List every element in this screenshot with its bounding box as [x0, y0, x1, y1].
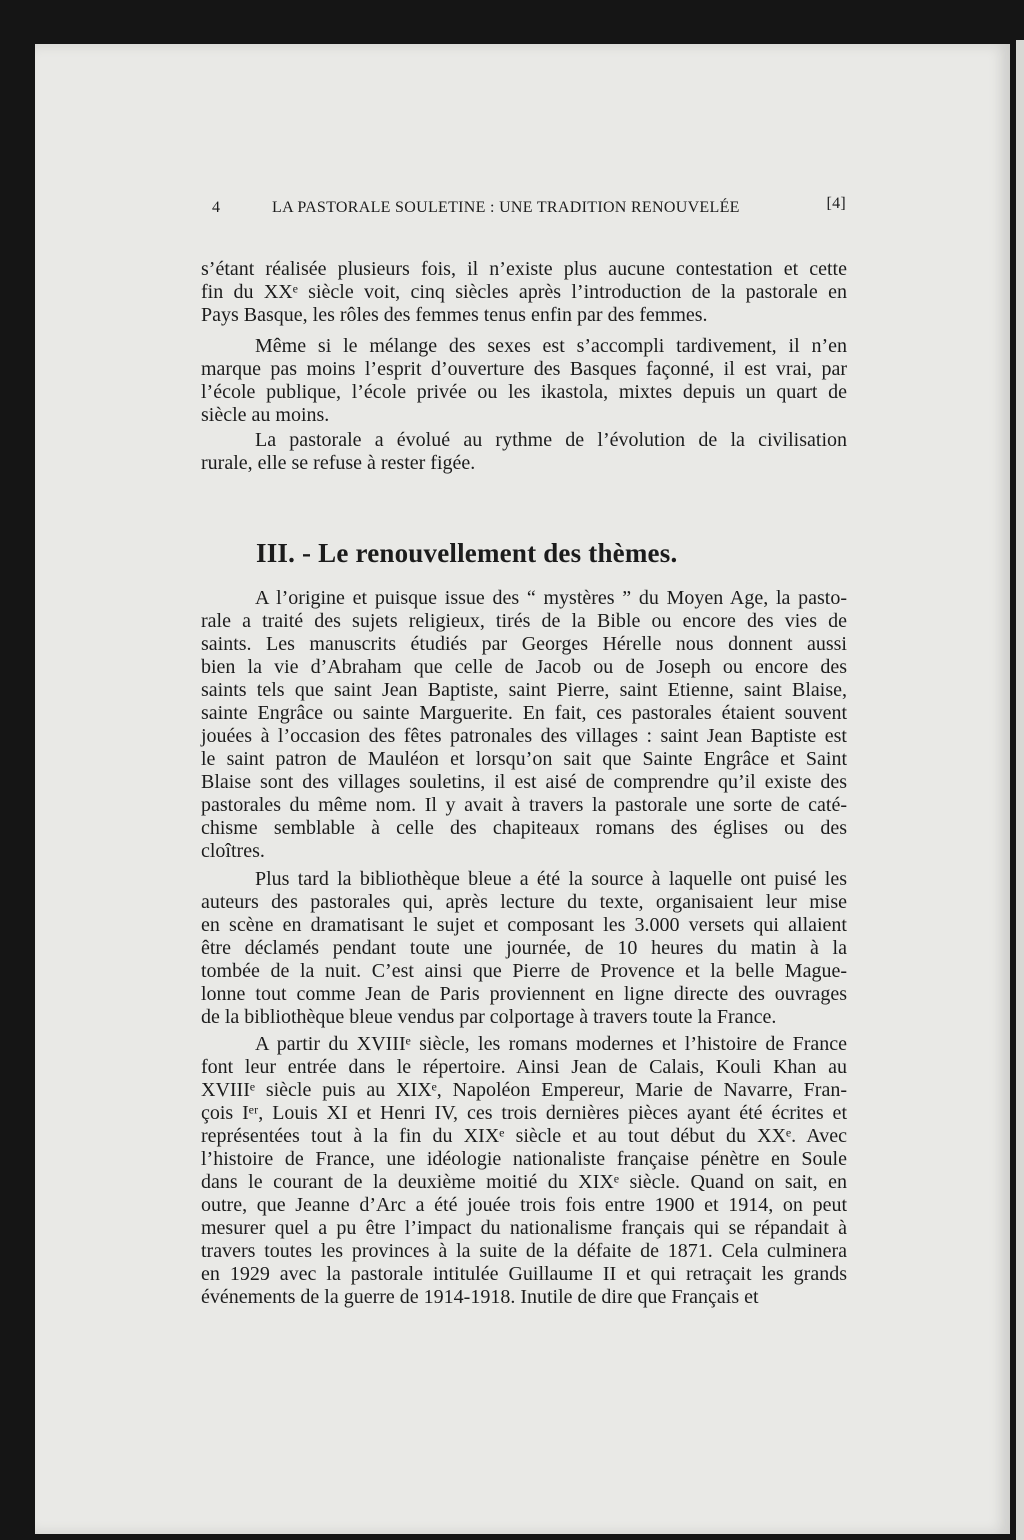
text-line: La pastorale a évolué au rythme de l’évolution de la civilisation [255, 429, 847, 451]
paragraph [201, 587, 847, 863]
text-line: bien la vie d’Abraham que celle de Jacob ou de Joseph ou encore des [201, 656, 847, 678]
text-line: représentées tout à la fin du XIXᵉ siècle et au tout début du XXᵉ. Avec [201, 1125, 847, 1147]
text-line: pastorales du même nom. Il y avait à travers la pastorale une sorte de caté- [201, 794, 847, 816]
text-line: outre, que Jeanne d’Arc a été jouée trois fois entre 1900 et 1914, on peut [201, 1194, 847, 1216]
text-line: rale a traité des sujets religieux, tirés de la Bible ou encore des vies de [201, 610, 847, 632]
text-line: Blaise sont des villages souletins, il est aisé de comprendre qu’il existe des [201, 771, 847, 793]
text-line: Même si le mélange des sexes est s’accompli tardivement, il n’en [255, 335, 847, 357]
paragraph [201, 429, 847, 475]
paragraph [201, 258, 847, 327]
text-line: Plus tard la bibliothèque bleue a été la source à laquelle ont puisé les [255, 868, 847, 890]
text-line: marque pas moins l’esprit d’ouverture des Basques façonné, il est vrai, par [201, 358, 847, 380]
text-line: travers toutes les provinces à la suite de la défaite de 1871. Cela culminera [201, 1240, 847, 1262]
text-line: mesurer quel a pu être l’impact du nationalisme français qui se répandait à [201, 1217, 847, 1239]
section-heading: III. - Le renouvellement des thèmes. [256, 538, 678, 568]
text-line: A partir du XVIIIᵉ siècle, les romans modernes et l’histoire de France [255, 1033, 847, 1055]
page-number: 4 [212, 199, 221, 216]
text-line: fin du XXᵉ siècle voit, cinq siècles après l’introduction de la pastorale en [201, 281, 847, 303]
page-reference: [4] [826, 195, 846, 212]
text-line: Pays Basque, les rôles des femmes tenus enfin par des femmes. [201, 304, 708, 326]
text-line: l’école publique, l’école privée ou les ikastola, mixtes depuis un quart de [201, 381, 847, 403]
text-line: font leur entrée dans le répertoire. Ainsi Jean de Calais, Kouli Khan au [201, 1056, 847, 1078]
text-line: çois Iᵉʳ, Louis XI et Henri IV, ces trois dernières pièces ayant été écrites et [201, 1102, 847, 1124]
text-line: sainte Engrâce ou sainte Marguerite. En fait, ces pastorales étaient souvent [201, 702, 847, 724]
text-line: jouées à l’occasion des fêtes patronales des villages : saint Jean Baptiste est [201, 725, 847, 747]
text-line: l’histoire de France, une idéologie nationaliste française pénètre en Soule [201, 1148, 847, 1170]
running-header [200, 195, 850, 223]
paragraph [201, 335, 847, 427]
text-line: en 1929 avec la pastorale intitulée Guillaume II et qui retraçait les grands [201, 1263, 847, 1285]
text-line: chisme semblable à celle des chapiteaux romans des églises ou des [201, 817, 847, 839]
text-line: s’étant réalisée plusieurs fois, il n’existe plus aucune contestation et cette [201, 258, 847, 280]
text-line: dans le courant de la deuxième moitié du XIXᵉ siècle. Quand on sait, en [201, 1171, 847, 1193]
text-line: auteurs des pastorales qui, après lecture du texte, organisaient leur mise [201, 891, 847, 913]
text-line: cloîtres. [201, 840, 265, 862]
text-line: en scène en dramatisant le sujet et composant les 3.000 versets qui allaient [201, 914, 847, 936]
text-line: lonne tout comme Jean de Paris proviennent en ligne directe des ouvrages [201, 983, 847, 1005]
paragraph [201, 868, 847, 1029]
text-line: tombée de la nuit. C’est ainsi que Pierre de Provence et la belle Mague- [201, 960, 847, 982]
text-line: siècle au moins. [201, 404, 330, 426]
text-line: rurale, elle se refuse à rester figée. [201, 452, 476, 474]
paragraph [201, 1033, 847, 1309]
text-line: XVIIIᵉ siècle puis au XIXᵉ, Napoléon Empereur, Marie de Navarre, Fran- [201, 1079, 847, 1101]
text-line: A l’origine et puisque issue des “ mystères ” du Moyen Age, la pasto- [255, 587, 847, 609]
text-line: être déclamés pendant toute une journée, de 10 heures du matin à la [201, 937, 847, 959]
text-line: le saint patron de Mauléon et lorsqu’on sait que Sainte Engrâce et Saint [201, 748, 847, 770]
text-line: événements de la guerre de 1914-1918. Inutile de dire que Français et [201, 1286, 759, 1308]
text-line: saints. Les manuscrits étudiés par Georges Hérelle nous donnent aussi [201, 633, 847, 655]
running-title: LA PASTORALE SOULETINE : UNE TRADITION RENOUVELÉE [272, 199, 740, 216]
text-line: saints tels que saint Jean Baptiste, saint Pierre, saint Etienne, saint Blaise, [201, 679, 847, 701]
text-line: de la bibliothèque bleue vendus par colportage à travers toute la France. [201, 1006, 777, 1028]
next-page-edge [1016, 40, 1024, 1540]
